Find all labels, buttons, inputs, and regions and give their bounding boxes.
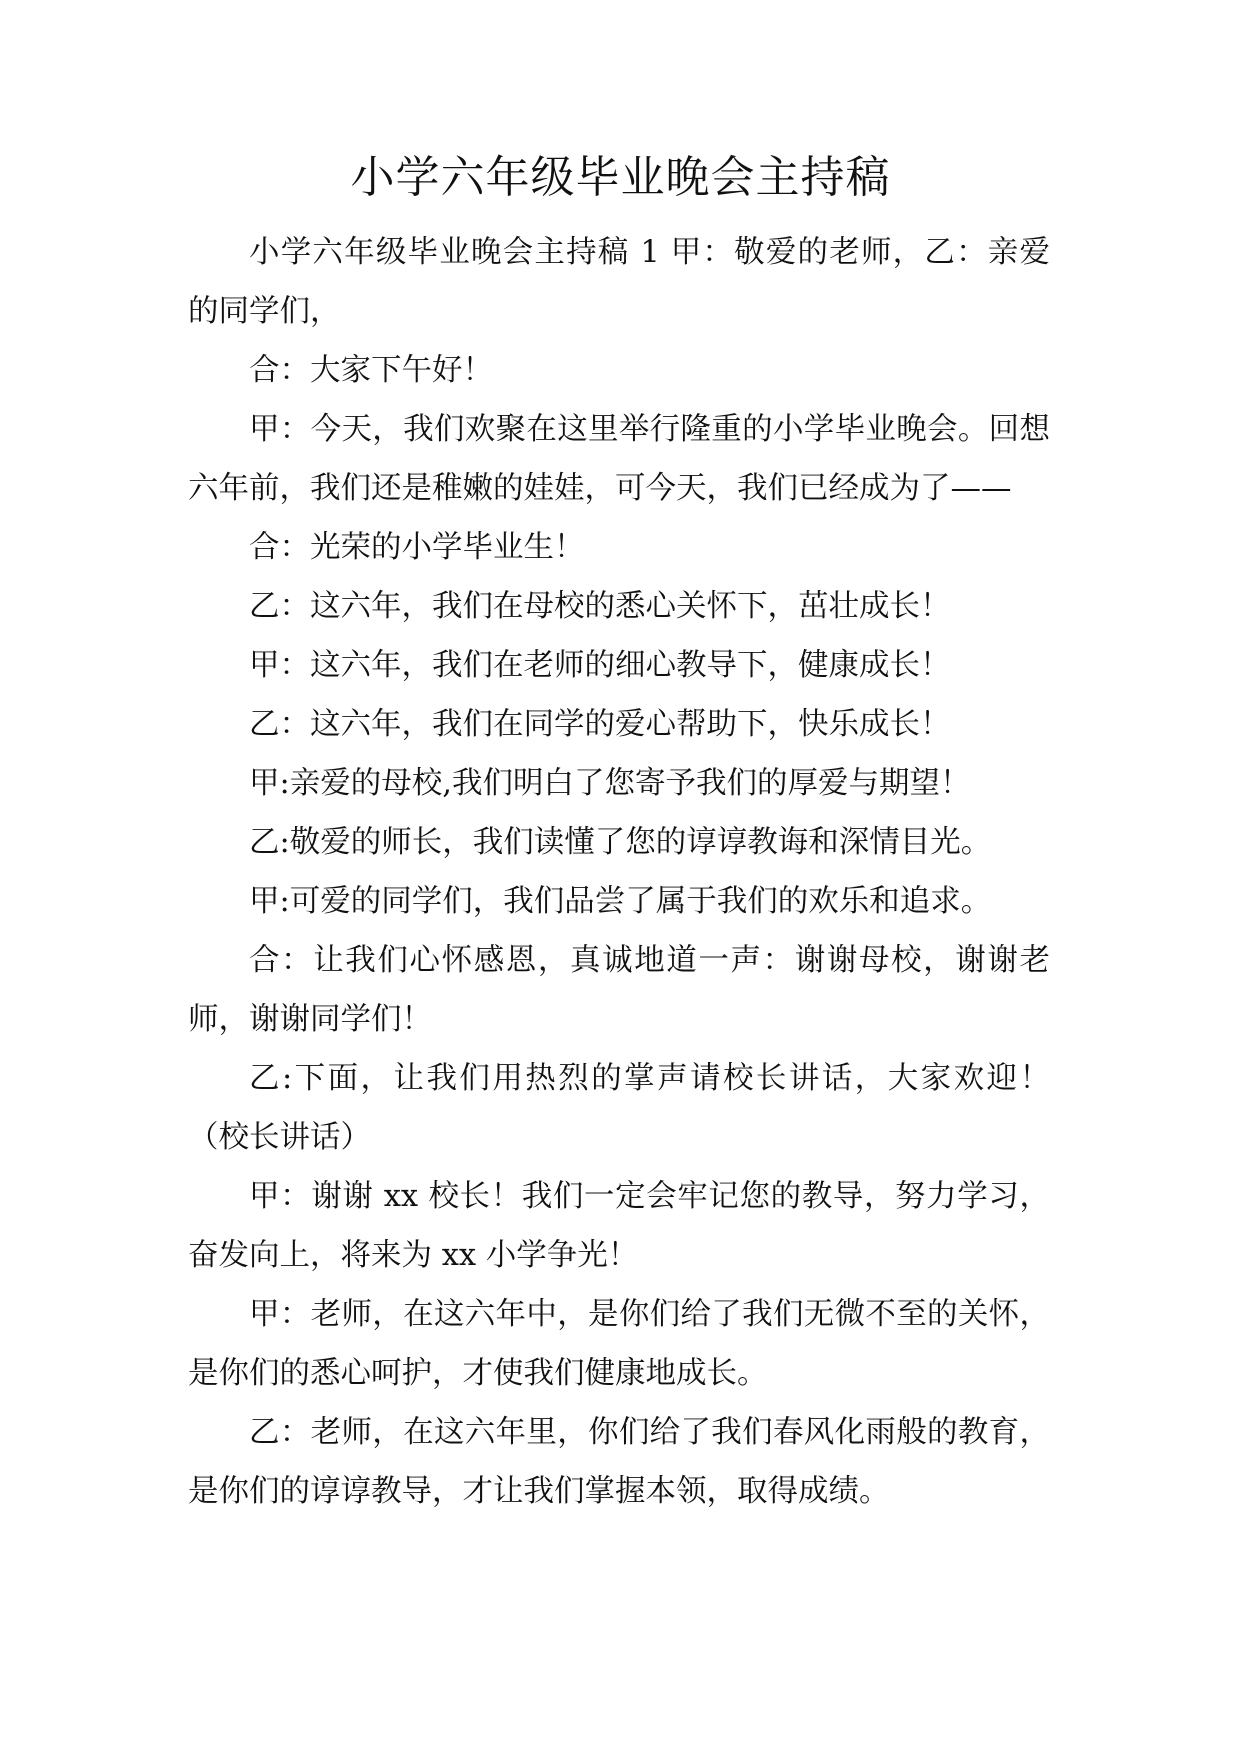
paragraph: 甲：今天，我们欢聚在这里举行隆重的小学毕业晚会。回想六年前，我们还是稚嫩的娃娃，可今天，我们已经成为了—— [188, 412, 1050, 506]
paragraph: 甲：老师，在这六年中，是你们给了我们无微不至的关怀，是你们的悉心呵护，才使我们健康地成长。 [188, 1297, 1050, 1391]
paragraph: 甲：这六年，我们在老师的细心教导下，健康成长！ [249, 648, 951, 683]
paragraph: 小学六年级毕业晚会主持稿 1 甲：敬爱的老师，乙：亲爱的同学们， [188, 235, 1050, 329]
paragraph: 合：大家下午好！ [249, 353, 493, 388]
paragraph: 乙:敬爱的师长，我们读懂了您的谆谆教诲和深情目光。 [249, 825, 992, 860]
document-body [188, 223, 1050, 1521]
paragraph: 乙:下面，让我们用热烈的掌声请校长讲话，大家欢迎！（校长讲话） [188, 1061, 1050, 1155]
paragraph: 乙：这六年，我们在同学的爱心帮助下，快乐成长！ [249, 707, 951, 742]
paragraph: 乙：老师，在这六年里，你们给了我们春风化雨般的教育，是你们的谆谆教导，才让我们掌握本领，取得成绩。 [188, 1415, 1050, 1509]
paragraph: 甲:可爱的同学们，我们品尝了属于我们的欢乐和追求。 [249, 884, 992, 919]
paragraph: 乙：这六年，我们在母校的悉心关怀下，茁壮成长！ [249, 589, 951, 624]
document-title: 小学六年级毕业晚会主持稿 [350, 152, 891, 203]
paragraph: 合：让我们心怀感恩，真诚地道一声：谢谢母校，谢谢老师，谢谢同学们！ [188, 943, 1050, 1037]
paragraph: 甲:亲爱的母校,我们明白了您寄予我们的厚爱与期望！ [249, 766, 971, 801]
paragraph: 合：光荣的小学毕业生！ [249, 530, 585, 565]
paragraph: 甲：谢谢 xx 校长！我们一定会牢记您的教导，努力学习，奋发向上，将来为 xx 小学争光！ [188, 1179, 1050, 1273]
